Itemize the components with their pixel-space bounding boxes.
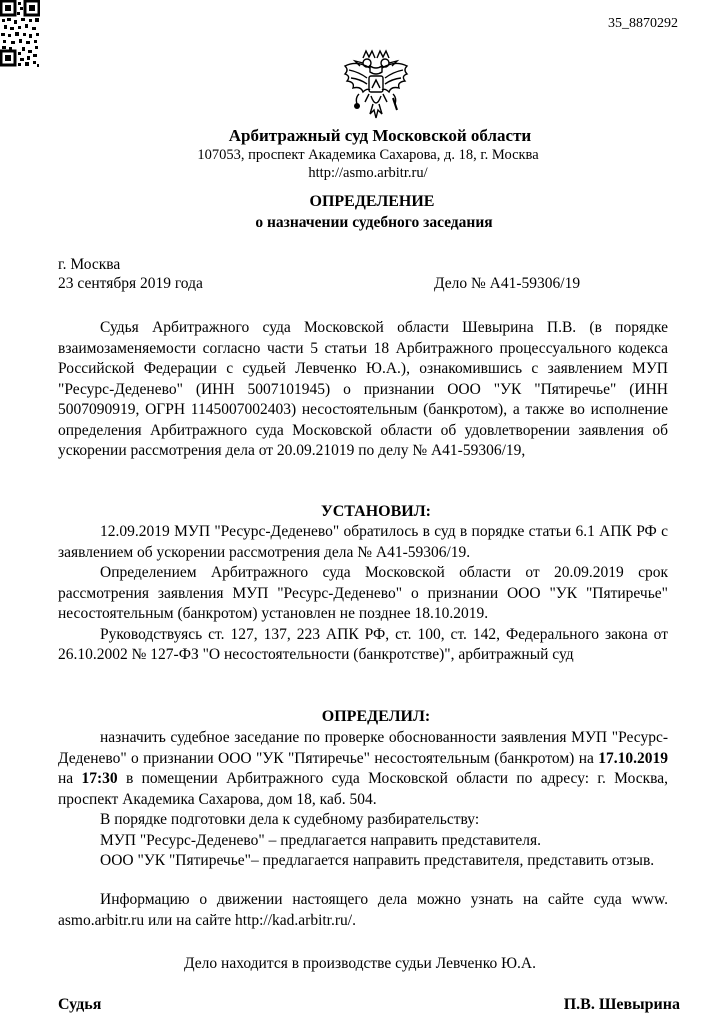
- document-date: 23 сентября 2019 года: [58, 275, 203, 292]
- hearing-date: 17.10.2019: [598, 749, 668, 767]
- document-city: г. Москва: [58, 256, 121, 273]
- case-number: Дело № А41-59306/19: [434, 275, 581, 292]
- signature-name: П.В. Шевырина: [563, 996, 680, 1013]
- established-paragraph: Руководствуясь ст. 127, 137, 223 АПК РФ, ст. 100, ст. 142, Федерального закона от 26.10.2002 № 127-ФЗ "О несостоятельности (банкротстве)", арбитражный суд: [58, 625, 668, 663]
- document-subtitle: о назначении судебного заседания: [255, 214, 493, 231]
- ruled-section: [58, 728, 668, 872]
- hearing-text: назначить судебное заседание по проверке обоснованности заявления МУП "Ресурс-Деденево" о признании ООО "УК "Пятиречье" несостоятельным (банкротом) на: [58, 729, 668, 767]
- judge-note: Дело находится в производстве судьи Левченко Ю.А.: [184, 955, 536, 972]
- party-instruction: ООО "УК "Пятиречье"– предлагается направить представителя, представить отзыв.: [100, 852, 655, 869]
- hearing-paragraph: [58, 728, 668, 810]
- intro-paragraph: Судья Арбитражного суда Московской области Шевырина П.В. (в порядке взаимозаменяемости согласно части 5 статьи 18 Арбитражного процессуального кодекса Российской Федерации с судьей Левченко Ю.А.), ознакомившись с заявлением МУП "Ресурс-Деденево" (ИНН 5007101945) о признании ООО "УК "Пятиречье" (ИНН 5007090919, ОГРН 1145007002403) несостоятельным (банкротом), а также во исполнение определения Арбитражного суда Московской области об удовлетворении заявления об ускорении рассмотрения дела от 20.09.21019 по делу № А41-59306/19,: [58, 319, 668, 459]
- coat-of-arms-icon: [337, 48, 415, 122]
- intro-section: [58, 318, 668, 462]
- info-paragraph: Информацию о движении настоящего дела можно узнать на сайте суда www. asmo.arbitr.ru или на сайте http://kad.arbitr.ru/.: [58, 891, 668, 929]
- hearing-text: в помещении Арбитражного суда Московской области по адресу: г. Москва, проспект Академика Сахарова, дом 18, каб. 504.: [58, 770, 668, 808]
- established-section: [58, 522, 668, 666]
- hearing-text: на: [58, 770, 82, 787]
- qr-code-icon: [0, 0, 40, 68]
- hearing-time: 17:30: [81, 770, 118, 787]
- preparation-paragraph: В порядке подготовки дела к судебному разбирательству:: [100, 811, 480, 828]
- established-paragraph: 12.09.2019 МУП "Ресурс-Деденево" обратилось в суд в порядке статьи 6.1 АПК РФ с заявлением об ускорении рассмотрения дела № А41-59306/19.: [58, 523, 668, 561]
- court-name: Арбитражный суд Московской области: [228, 126, 532, 145]
- signature-role: Судья: [58, 996, 102, 1013]
- court-website: http://asmo.arbitr.ru/: [308, 165, 428, 181]
- info-section: [58, 890, 668, 931]
- party-instruction: МУП "Ресурс-Деденево" – предлагается направить представителя.: [100, 831, 541, 849]
- document-number: 35_8870292: [608, 16, 678, 31]
- established-paragraph: Определением Арбитражного суда Московской области от 20.09.2019 срок рассмотрения заявления МУП "Ресурс-Деденево" о признании ООО "УК "Пятиречье" несостоятельным (банкротом) установлен не позднее 18.10.2019.: [58, 564, 668, 622]
- document-title: ОПРЕДЕЛЕНИЕ: [309, 193, 435, 210]
- ruled-heading: ОПРЕДЕЛИЛ:: [321, 708, 431, 725]
- court-address: 107053, проспект Академика Сахарова, д. 18, г. Москва: [197, 147, 539, 163]
- established-heading: УСТАНОВИЛ:: [321, 503, 431, 520]
